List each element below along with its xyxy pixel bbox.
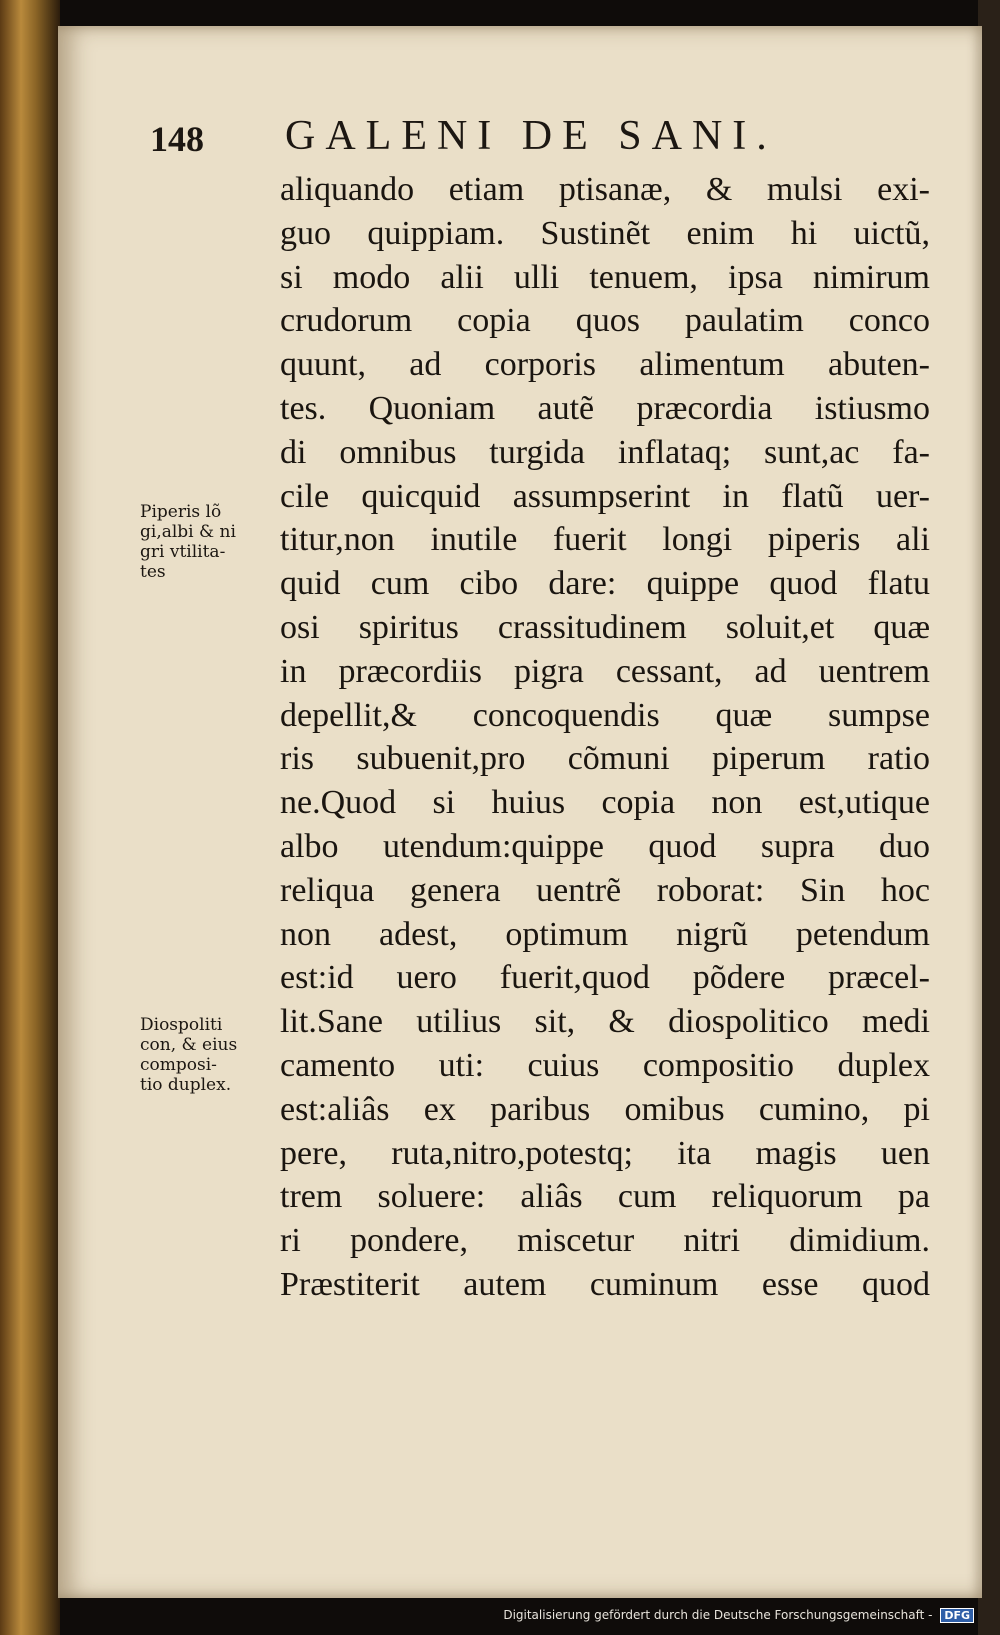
- text-line: ri pondere, miscetur nitri dimidium.: [280, 1222, 930, 1260]
- marginal-note-line: tes: [140, 562, 166, 582]
- text-line: lit.Sane utilius sit, & diospolitico medi: [280, 1003, 930, 1041]
- text-line: aliquando etiam ptisanæ, & mulsi exi-: [280, 171, 930, 208]
- text-line: camento uti: cuius compositio duplex: [280, 1046, 930, 1084]
- text-line: cile quicquid assumpserint in flatũ uer-: [280, 477, 930, 515]
- marginal-note-line: gi,albi & ni: [140, 522, 236, 542]
- text-line: in præcordiis pigra cessant, ad uentrem: [280, 652, 930, 690]
- text-line: guo quippiam. Sustinẽt enim hi uictũ,: [280, 214, 930, 252]
- running-head: [150, 112, 930, 172]
- text-line: ris subuenit,pro cõmuni piperum ratio: [280, 740, 930, 778]
- dfg-logo: DFG: [940, 1608, 974, 1623]
- text-line: depellit,& concoquendis quæ sumpse: [280, 696, 930, 734]
- text-line: osi spiritus crassitudinem soluit,et quæ: [280, 608, 930, 646]
- digitization-credit: [503, 1608, 974, 1623]
- text-line: reliqua genera uentrẽ roborat: Sin hoc: [280, 871, 930, 909]
- text-line: pere, ruta,nitro,potestq; ita magis uen: [280, 1134, 930, 1172]
- text-line: albo utendum:quippe quod supra duo: [280, 827, 930, 865]
- marginal-note-pepper: [140, 502, 270, 582]
- text-line: Præstiterit autem cuminum esse quod: [280, 1265, 930, 1303]
- text-line: est:id uero fuerit,quod põdere præcel-: [280, 959, 930, 997]
- running-title: GALENI DE SANI.: [285, 113, 777, 159]
- text-line: trem soluere: aliâs cum reliquorum pa: [280, 1178, 930, 1216]
- text-line: crudorum copia quos paulatim conco: [280, 302, 930, 340]
- marginal-note-diospoliticon: [140, 1015, 270, 1095]
- marginal-note-line: Piperis lõ: [140, 502, 222, 522]
- text-line: di omnibus turgida inflataq; sunt,ac fa-: [280, 433, 930, 471]
- text-line: si modo alii ulli tenuem, ipsa nimirum: [280, 258, 930, 296]
- main-text-block: [280, 168, 930, 1307]
- text-line: quunt, ad corporis alimentum abuten-: [280, 346, 930, 384]
- text-line: titur,non inutile fuerit longi piperis ali: [280, 521, 930, 559]
- text-line: tes. Quoniam autẽ præcordia istiusmo: [280, 389, 930, 427]
- marginal-note-line: Diospoliti: [140, 1015, 223, 1035]
- marginal-note-line: tio duplex.: [140, 1075, 232, 1095]
- page-number: 148: [150, 119, 204, 159]
- book-edge: [0, 0, 60, 1635]
- text-line: ne.Quod si huius copia non est,utique: [280, 784, 930, 822]
- marginal-note-line: gri vtilita-: [140, 542, 226, 562]
- marginal-note-line: composi-: [140, 1055, 217, 1075]
- text-line: quid cum cibo dare: quippe quod flatu: [280, 565, 930, 603]
- text-line: non adest, optimum nigrũ petendum: [280, 915, 930, 953]
- credit-text: Digitalisierung gefördert durch die Deutsche Forschungsgemeinschaft -: [503, 1608, 933, 1622]
- marginal-note-line: con, & eius: [140, 1035, 238, 1055]
- text-line: est:aliâs ex paribus omibus cumino, pi: [280, 1090, 930, 1128]
